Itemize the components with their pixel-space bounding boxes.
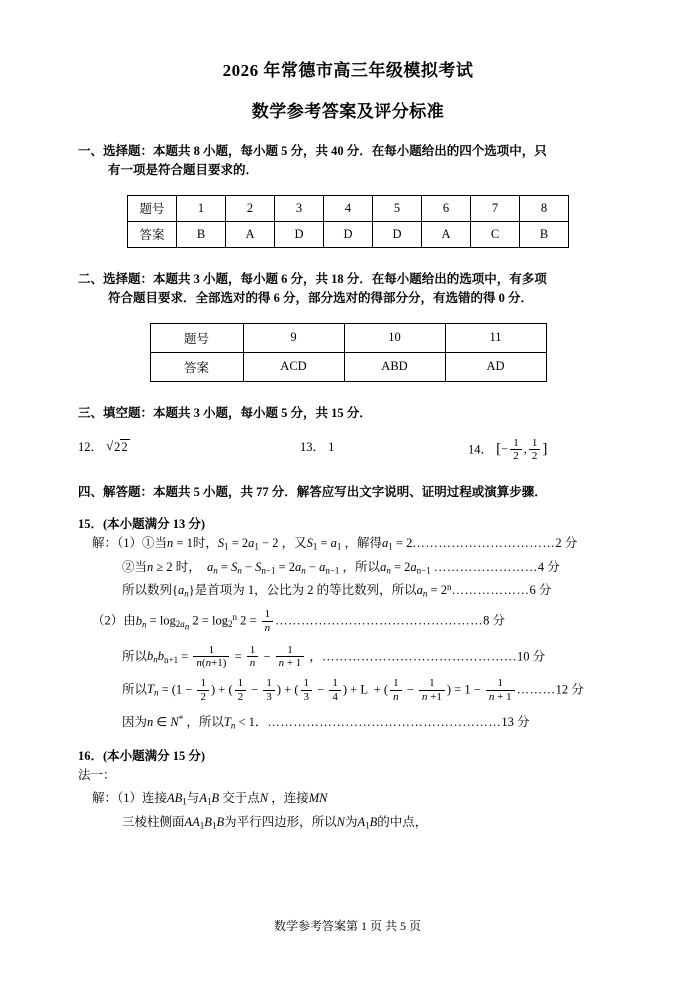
row-label: 题号: [128, 195, 177, 221]
question-16-score: (本小题满分 15 分): [103, 749, 206, 764]
question-15-score: (本小题满分 13 分): [103, 517, 206, 532]
q15-line-7: 因为n ∈ N* ，所以$T_n < 1$．………………………………………………13 分: [122, 713, 530, 731]
q15-line-4: （2）由$b_n = \log_{2a_n} 2 = \log_2^n 2$ = $\frac{1}{n}$ …………………………………………8 分: [92, 608, 506, 634]
fill-item-12: [78, 437, 130, 455]
table-cell: 7: [471, 195, 520, 221]
q15-line-2: ②当n ≥ 2 时， $a_n = S_n - S_{n-1} = 2a_n - a_{n-1}$ ，所以$a_n = 2a_{n-1}$ ……………………4 分: [122, 559, 560, 576]
question-15-number: 15．: [78, 517, 104, 532]
q16-method: 法一：: [78, 768, 116, 783]
fill-item-12-number: 12．: [78, 439, 104, 454]
question-16-header: [78, 746, 618, 764]
table-row: [150, 323, 546, 352]
fill-item-13-number: 13．: [300, 439, 326, 454]
table-row: [128, 221, 569, 247]
table-cell: 4: [324, 195, 373, 221]
q15-line-1: 解：（1）①当n = 1时，$S_1 = 2a_1 - 2$ ，又$S_1 = a_1$ ，解得$a_1$ = 2……………………………2 分: [92, 536, 578, 552]
page-title-line1: 2026 年常德市高三年级模拟考试: [222, 61, 474, 80]
fill-item-12-answer: √ 22: [106, 439, 130, 455]
table-cell: D: [373, 221, 422, 247]
table-cell: 6: [422, 195, 471, 221]
table-cell: B: [177, 221, 226, 247]
fill-item-14: [468, 437, 547, 463]
table-cell: 8: [520, 195, 569, 221]
row-label: 答案: [128, 221, 177, 247]
section2-heading-line1: 二、选择题：本题共 3 小题，每小题 6 分，共 18 分．在每小题给出的选项中，有多项: [78, 271, 547, 286]
table-cell: C: [471, 221, 520, 247]
page-title-line2: 数学参考答案及评分标准: [251, 102, 445, 121]
fill-item-13-answer: 1: [328, 439, 335, 454]
fill-item-14-answer: [− $\frac{1}{2}$ , $\frac{1}{2}$ ]: [496, 436, 548, 463]
q15-line-3: 所以数列$\{a_n\}$是首项为 1，公比为 2 的等比数列，所以$a_n$ = $2^n\dots\dots\dots\dots\dots\dots 6$ 分: [122, 581, 552, 599]
section2-heading: [78, 270, 618, 309]
table-cell: 2: [226, 195, 275, 221]
q15-line-5: 所以$b_nb_{n+1}$ = $\frac{1}{n(n+1)}$ = $\frac{1}{n}$ − $\frac{1}{n + 1}$ ，………………………………………10 分: [122, 643, 546, 669]
table-row: [150, 352, 546, 381]
table-cell: 11: [445, 323, 546, 352]
row-label: 答案: [150, 352, 243, 381]
fill-item-14-number: 14．: [468, 442, 494, 457]
question-16-number: 16．: [78, 749, 104, 764]
q16-line-2: 三棱柱侧面$AA_1B_1B$为平行四边形，所以N为$A_1B$的中点，: [122, 814, 428, 831]
table-cell: B: [520, 221, 569, 247]
section4-heading: 四、解答题：本题共 5 小题，共 77 分．解答应写出文字说明、证明过程或演算步骤．: [78, 484, 547, 499]
section2-answer-table: [150, 323, 547, 382]
q16-line-1: 解：（1）连接$AB_1$与$A_1B$ 交于点N ，连接MN: [92, 791, 328, 807]
table-cell: A: [226, 221, 275, 247]
page-footer: 数学参考答案第 1 页 共 5 页: [273, 919, 421, 933]
row-label: 题号: [150, 323, 243, 352]
section2-heading-line2: 符合题目要求．全部选对的得 6 分，部分选对的得部分分，有选错的得 0 分．: [108, 291, 534, 306]
section3-heading: 三、填空题：本题共 3 小题，每小题 5 分，共 15 分．: [78, 405, 372, 420]
table-cell: 9: [243, 323, 344, 352]
q15-line-6: 所以$T_n = (1$ − $\frac{1}{2}$ ) + ( $\frac{1}{2}$ − $\frac{1}{3}$ ) + ( $\frac{1}{3}$ − $\frac{1}{4}$ ) + L + ( $\frac{1}{n}$ − $\frac{1}{n +1}$ ) = 1 − $\frac{1}{n + 1}$ ………12 分: [122, 677, 584, 703]
table-cell: ACD: [243, 352, 344, 381]
table-cell: D: [324, 221, 373, 247]
section1-answer-table: [127, 195, 569, 248]
table-cell: D: [275, 221, 324, 247]
table-row: [128, 195, 569, 221]
table-cell: AD: [445, 352, 546, 381]
fill-in-answers: [78, 437, 618, 467]
table-cell: A: [422, 221, 471, 247]
fill-item-13: [300, 437, 334, 455]
section1-heading-line2: 有一项是符合题目要求的．: [108, 163, 259, 178]
table-cell: ABD: [344, 352, 445, 381]
section1-heading: [78, 142, 618, 181]
question-15-header: [78, 514, 618, 532]
page-content: [78, 56, 618, 834]
table-cell: 3: [275, 195, 324, 221]
table-cell: 1: [177, 195, 226, 221]
section1-heading-line1: 一、选择题：本题共 8 小题，每小题 5 分，共 40 分．在每小题给出的四个选项中，只: [78, 144, 547, 158]
table-cell: 5: [373, 195, 422, 221]
table-cell: 10: [344, 323, 445, 352]
